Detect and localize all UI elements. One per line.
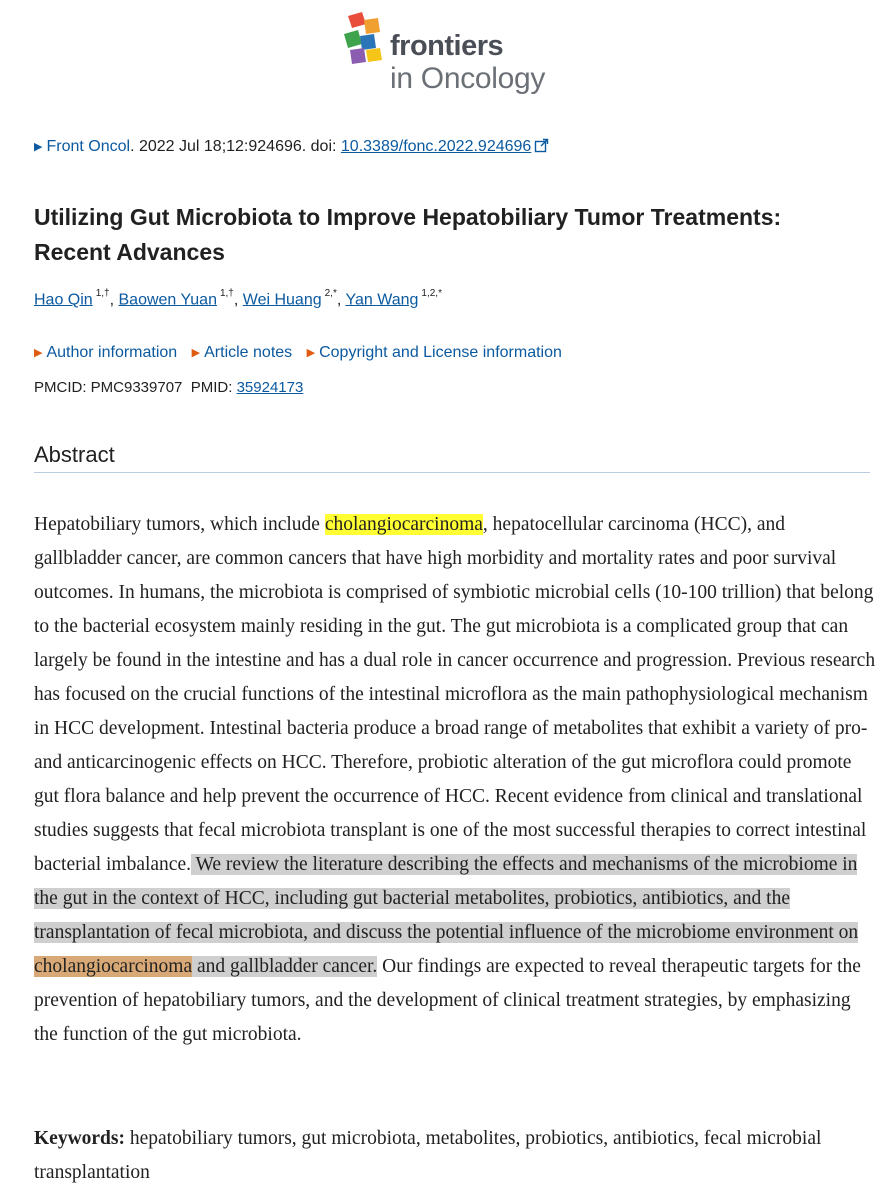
author-link[interactable]: Wei Huang [242, 291, 322, 309]
external-link-icon[interactable] [534, 138, 549, 153]
pmid-link[interactable]: 35924173 [236, 379, 304, 396]
journal-logo[interactable] [340, 12, 580, 96]
journal-name: in Oncology [390, 62, 546, 95]
expand-triangle-icon: ▶ [191, 347, 201, 359]
copyright-link[interactable]: Copyright and License information [319, 344, 562, 361]
keywords-label: Keywords: [34, 1128, 125, 1149]
author-affiliation: 1,† [219, 288, 234, 299]
author-separator: , [336, 291, 346, 309]
author-list [34, 290, 442, 309]
article-ids [34, 379, 303, 396]
abstract-heading: Abstract [34, 442, 115, 467]
author-link[interactable]: Yan Wang [345, 291, 419, 309]
journal-brand: frontiers [390, 30, 504, 62]
article-info-toggles [34, 344, 572, 362]
author-information-toggle[interactable] [34, 344, 177, 361]
pmcid: PMCID: PMC9339707 [34, 379, 183, 396]
author-affiliation: 1,† [95, 288, 110, 299]
keywords [34, 1122, 854, 1190]
highlight-orange[interactable]: cholangiocarcinoma [34, 956, 193, 977]
abstract-segment: We review the literature describing the effects and mechanisms of the microbiome in the gut in the context of HCC, including gut bacterial metabolites, probiotics, antibiotics, and the transplantation of fecal microbiota, and discuss the potential influence of the microbiome environment on [34, 854, 859, 943]
expand-triangle-icon: ▶ [306, 347, 316, 359]
author-information-link[interactable]: Author information [46, 344, 178, 361]
expand-triangle-icon[interactable]: ▶ [34, 141, 43, 153]
author-link[interactable]: Hao Qin [34, 291, 93, 309]
doi-link[interactable]: 10.3389/fonc.2022.924696 [340, 138, 532, 155]
author-separator: , [109, 291, 119, 309]
citation-line [34, 138, 549, 156]
citation-details: . 2022 Jul 18;12:924696. doi: [130, 138, 341, 155]
pmid-label: PMID: [190, 379, 237, 396]
author-link[interactable]: Baowen Yuan [118, 291, 217, 309]
frontiers-cube-icon [340, 12, 388, 68]
highlight-yellow[interactable]: cholangiocarcinoma [324, 514, 483, 535]
article-notes-toggle[interactable] [192, 344, 293, 361]
abstract-segment: Hepatobiliary tumors, which include [34, 514, 325, 535]
keywords-list: hepatobiliary tumors, gut microbiota, metabolites, probiotics, antibiotics, fecal microbial transplantation [34, 1128, 822, 1183]
abstract-segment: and gallbladder cancer. [192, 956, 378, 977]
section-divider [34, 472, 870, 473]
expand-triangle-icon: ▶ [34, 347, 43, 359]
article-notes-link[interactable]: Article notes [204, 344, 293, 361]
abstract-segment: , hepatocellular carcinoma (HCC), and gallbladder cancer, are common cancers that have high morbidity and mortality rates and poor survival outcomes. In humans, the microbiota is comprised of symbiotic microbial cells (10-100 trillion) that belong to the bacterial ecosystem mainly residing in the gut. The gut microbiota is a complicated group that can largely be found in the intestine and has a dual role in cancer occurrence and progression. Previous research has focused on the crucial functions of the intestinal microflora as the main pathophysiological mechanism in HCC development. Intestinal bacteria produce a broad range of metabolites that exhibit a variety of pro- and anticarcinogenic effects on HCC. Therefore, probiotic alteration of the gut microflora could promote gut flora balance and help prevent the occurrence of HCC. Recent evidence from clinical and translational studies suggests that fecal microbiota transplant is one of the most successful therapies to correct intestinal bacterial imbalance. [34, 514, 876, 875]
journal-link[interactable]: Front Oncol [46, 138, 131, 155]
author-affiliation: 1,2,* [421, 288, 442, 299]
article-title: Utilizing Gut Microbiota to Improve Hepatobiliary Tumor Treatments: Recent Advances [34, 204, 782, 265]
copyright-toggle[interactable] [307, 344, 562, 361]
abstract-segment: Our findings are expected to reveal therapeutic targets for the prevention of hepatobiliary tumors, and the development of clinical treatment strategies, by emphasizing the function of the gut microbiota. [34, 956, 861, 1045]
author-affiliation: 2,* [324, 288, 337, 299]
abstract-text [34, 508, 876, 1052]
author-separator: , [233, 291, 243, 309]
